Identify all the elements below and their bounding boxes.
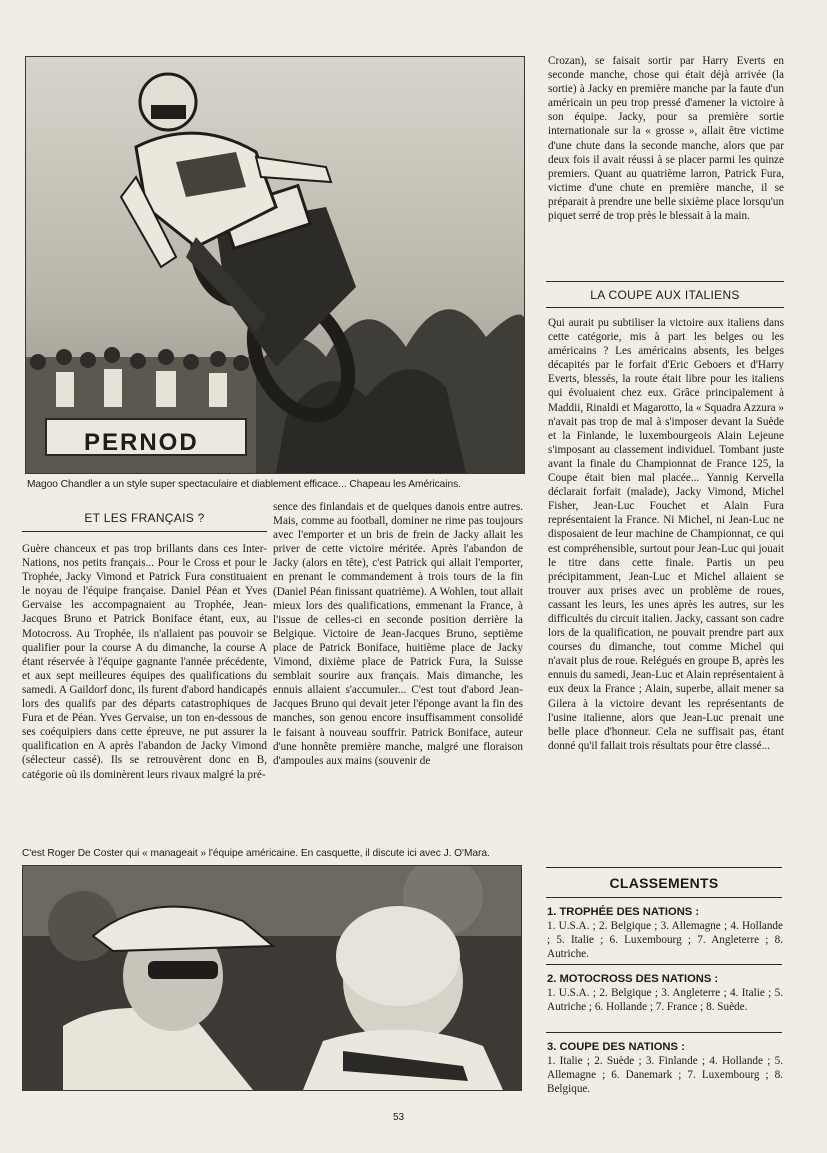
- banner-text: PERNOD: [84, 429, 199, 456]
- classement-motocross-title: 2. MOTOCROSS DES NATIONS :: [547, 973, 719, 985]
- classement-coupe: [547, 1040, 783, 1096]
- photo-de-coster-illustration: [23, 866, 521, 1090]
- caption-bottom: C'est Roger De Coster qui « manageait » l'équipe américaine. En casquette, il discute ici avec J. O'Mara.: [22, 848, 490, 859]
- article-col-3-top: [548, 54, 784, 270]
- classement-coupe-title: 3. COUPE DES NATIONS :: [547, 1041, 685, 1053]
- article-col-3-body: [548, 316, 784, 856]
- rule-italiens-top: [546, 281, 784, 282]
- article-col-2-text: sence des finlandais et de quelques danois entre autres. Mais, comme au football, dominer ne rime pas toujours avec l'emporter et un bris de frein de Jacky allait les priver de cette victoire méritée. Après l'abandon de Jacky (alors en tête), c'est Patrick qui allait l'emporter, en prenant le commandement à trois tours de la fin (Daniel Péan finissant quatrième). A Wohlen, tout allait mieux lors des qualifications, emmenant la France, à l'issue de celles-ci en seconde position derrière la Belgique. Victoire de Jean-Jacques Bruno, septième place de Patrick Boniface, huitième place de Jacky Vimond, dixième place de Patrick Fura, la Suisse semblait sourire aux français. Mais dimanche, les ennuis allaient s'accumuler... C'est tout d'abord Jean-Jacques Bruno qui devait jeter l'éponge avant la fin des manches, son genou encore insuffisamment consolidé le faisant à nouveau souffrir. Patrick Boniface, auteur d'une honnête première manche, malgré une floraison d'ampoules aux mains (souvenir de: [273, 501, 523, 767]
- page-number: 53: [393, 1112, 405, 1123]
- heading-italiens: LA COUPE AUX ITALIENS: [590, 288, 740, 302]
- rule-classements-bottom: [546, 897, 782, 898]
- heading-francais: ET LES FRANÇAIS ?: [84, 511, 205, 525]
- rule-italiens-bottom: [546, 307, 784, 308]
- photo-motocross-jump: [25, 56, 525, 474]
- rule-francais: [22, 531, 267, 532]
- caption-top: Magoo Chandler a un style super spectaculaire et diablement efficace... Chapeau les Américains.: [27, 479, 461, 490]
- photo-motocross-jump-illustration: [26, 57, 524, 473]
- classement-trophee-title: 1. TROPHÉE DES NATIONS :: [547, 906, 700, 918]
- rule-class-1: [546, 964, 782, 965]
- article-col-3-top-text: Crozan), se faisait sortir par Harry Everts en seconde manche, chose qui était déjà arrivée (la sortie) à Jacky en première manche par la faute d'un américain un peu trop pressé d'amener la victoire à son équipe. Jacky, pour sa première sortie internationale sur la « grosse », allait être victime d'une chute dans la seconde manche, alors que par deux fois il avait réussi à se placer parmi les quinze premiers. Quant au quatrième larron, Patrick Fura, victime d'une chute en première manche, il se préparait à prendre une belle sixième place lorsqu'un piquet serré de trop près le blessait à la main.: [548, 55, 784, 223]
- classement-trophee: [547, 905, 783, 961]
- article-col-1: [22, 542, 267, 838]
- classement-motocross-results: 1. U.S.A. ; 2. Belgique ; 3. Angleterre ; 4. Italie ; 5. Autriche ; 6. Hollande ; 7. France ; 8. Suède.: [547, 987, 783, 1014]
- classement-motocross: [547, 972, 783, 1014]
- classement-trophee-results: 1. U.S.A. ; 2. Belgique ; 3. Allemagne ; 4. Hollande ; 5. Italie ; 6. Luxembourg ; 7. Angleterre ; 8. Autriche.: [547, 920, 783, 961]
- classement-coupe-results: 1. Italie ; 2. Suède ; 3. Finlande ; 4. Hollande ; 5. Allemagne ; 6. Danemark ; 7. Luxembourg ; 8. Belgique.: [547, 1055, 783, 1096]
- photo-de-coster: [22, 865, 522, 1091]
- article-col-3-body-text: Qui aurait pu subtiliser la victoire aux italiens dans cette catégorie, mis à part les belges ou les américains ? Les américains absents, les belges décapités par le forfait d'Eric Geboers et d'Harry Everts, blessés, la route était libre pour les italiens qui évoluaient chez eux. Grâce principalement à Maddii, Rinaldi et Magarotto, la « Squadra Azzura » n'avait pas trop de mal à s'imposer devant la Suède et la Finlande, le luxembourgeois Alain Lejeune s'imposant au classement individuel. Tombant juste avant la finale du Championnat de France 125, la Coupe était bien mal placée... Yannig Kervella déclarait forfait (malade), Jacky Vimond, Michel Fisher, Jean-Luc Fouchet et Alain Fura représentaient la France. Ni Michel, ni Jean-Luc ne disposaient de leur machine de Championnat, ce qui est compréhensible, surtout pour Jean-Luc qui jouait le titre dans cette finale. Partis un peu précipitamment, Jean-Luc et Michel allaient se trouver aux prises avec un problème de roues, cassant les leurs, les unes après les autres, sur les difficultés du circuit italien. Jacky, cassant son cadre lors de la qualification, ne pouvait prendre part aux courses du dimanche, tout comme Michel qui n'avait plus de roue. Relégués en groupe B, après les ennuis du samedi, Jean-Luc et Alain représentaient à eux deux la France ; Alain, superbe, allait mener sa Gilera à la victoire devant les représentants de l'usine italienne, alors que Jean-Luc prenait une belle place d'honneur. Cela ne suffisait pas, étant donné qu'il fallait trois résultats pour être classé...: [548, 317, 784, 752]
- heading-classements: CLASSEMENTS: [609, 875, 719, 891]
- article-col-2: [273, 500, 523, 838]
- rule-class-2: [546, 1032, 782, 1033]
- article-col-1-text: Guère chanceux et pas trop brillants dans ces Inter-Nations, nos petits français... Pour le Cross et pour le Trophée, Jacky Vimond et Patrick Fura constituaient le noyau de l'équipe française. Daniel Péan et Yves Gervaise les accompagnaient au Trophée, Jean-Jacques Bruno et Patrick Boniface étant, eux, au Motocross. Au Trophée, ils n'allaient pas pouvoir se qualifier pour la course A du dimanche, la course A étant réservée à l'équipe gagnante l'année précédente, et aux sept meilleures équipes des qualifications du samedi. A Gaildorf donc, ils furent d'abord handicapés lors des qualifs par des départs catastrophiques de Fura et de Péan. Yves Gervaise, un ton en-dessous de ses coéquipiers dans cette épreuve, ne put assurer la qualification en A après l'abandon de Jacky Vimond (sélecteur cassé). Ils se retrouvèrent donc en B, catégorie où ils dominèrent leurs rivaux malgré la pré-: [22, 543, 267, 781]
- rule-classements-top: [546, 867, 782, 868]
